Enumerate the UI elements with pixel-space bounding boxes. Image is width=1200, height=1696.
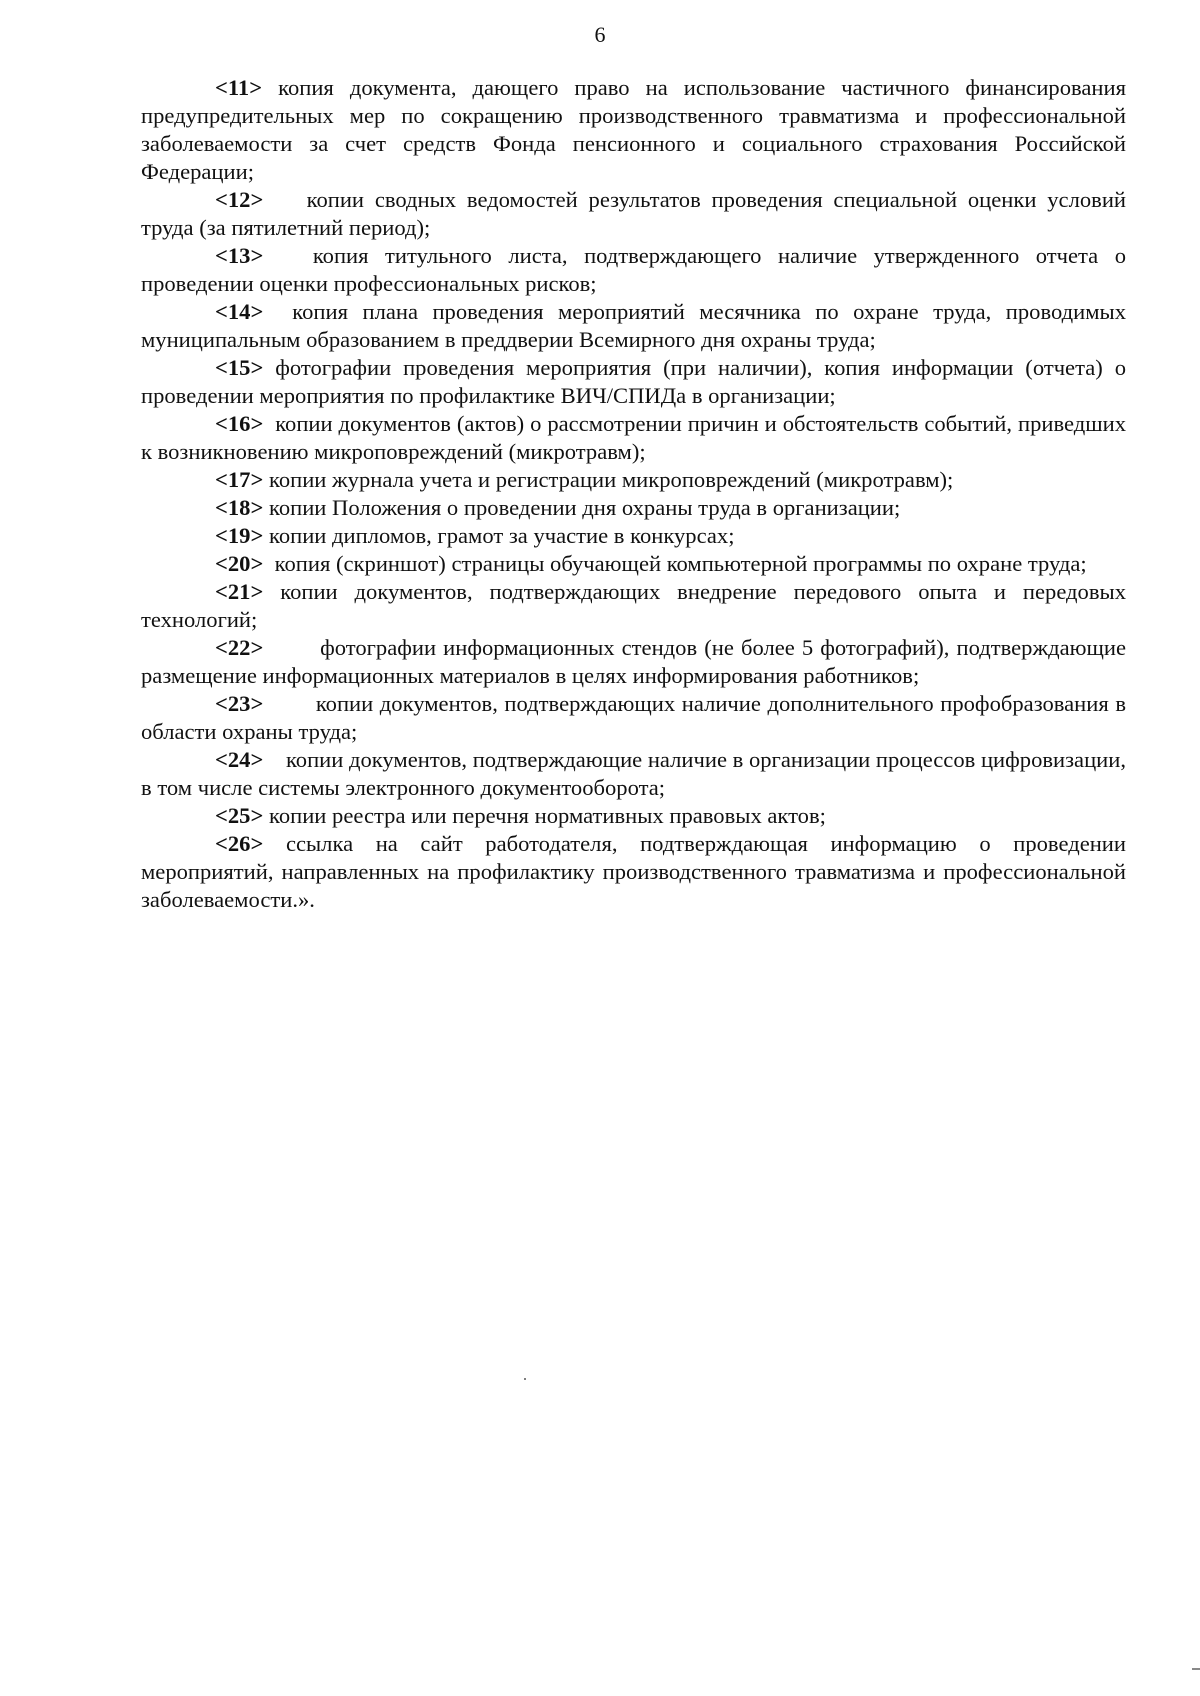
list-item bbox=[141, 186, 1132, 242]
item-text: копии сводных ведомостей результатов проведения специальной оценки условий труда (за пятилетний период); bbox=[141, 187, 1132, 240]
item-marker: <12> bbox=[215, 187, 264, 212]
item-marker: <13> bbox=[215, 243, 264, 268]
list-item bbox=[141, 410, 1132, 466]
page-number: 6 bbox=[594, 22, 606, 47]
scan-edge-mark bbox=[1192, 1668, 1200, 1670]
item-marker: <18> bbox=[215, 495, 264, 520]
list-item bbox=[141, 578, 1132, 634]
item-text: копии документов (актов) о рассмотрении причин и обстоятельств событий, приведших к возникновению микроповреждений (микротравм); bbox=[141, 411, 1132, 464]
item-marker: <11> bbox=[215, 75, 263, 100]
item-text: копия плана проведения мероприятий месячника по охране труда, проводимых муниципальным образованием в преддверии Всемирного дня охраны труда; bbox=[141, 299, 1132, 352]
item-text: копии документов, подтверждающих наличие дополнительного профобразования в области охраны труда; bbox=[141, 691, 1132, 744]
item-marker: <15> bbox=[215, 355, 264, 380]
list-item bbox=[141, 354, 1132, 410]
item-text: фотографии проведения мероприятия (при наличии), копия информации (отчета) о проведении мероприятия по профилактике ВИЧ/СПИДа в организации; bbox=[141, 355, 1132, 408]
list-item bbox=[141, 690, 1132, 746]
item-text: копии документов, подтверждающие наличие в организации процессов цифровизации, в том числе системы электронного документооборота; bbox=[141, 747, 1132, 800]
item-text: копия титульного листа, подтверждающего наличие утвержденного отчета о проведении оценки профессиональных рисков; bbox=[141, 243, 1132, 296]
list-item bbox=[141, 74, 1132, 186]
item-text: фотографии информационных стендов (не более 5 фотографий), подтверждающие размещение информационных материалов в целях информирования работников; bbox=[141, 635, 1132, 688]
item-marker: <16> bbox=[215, 411, 264, 436]
list-item bbox=[141, 830, 1132, 914]
item-marker: <22> bbox=[215, 635, 264, 660]
item-text: копии журнала учета и регистрации микроповреждений (микротравм); bbox=[269, 467, 954, 492]
item-text: копия документа, дающего право на использование частичного финансирования предупредительных мер по сокращению производственного травматизма и профессиональной заболеваемости за счет средств Фонда пенсионного и социального страхования Российской Федерации; bbox=[141, 75, 1132, 184]
scan-speck bbox=[524, 1378, 526, 1380]
item-marker: <20> bbox=[215, 551, 264, 576]
item-marker: <19> bbox=[215, 523, 264, 548]
item-text: копии реестра или перечня нормативных правовых актов; bbox=[269, 803, 826, 828]
list-item bbox=[141, 242, 1132, 298]
list-item bbox=[141, 466, 1126, 494]
item-text: копии Положения о проведении дня охраны труда в организации; bbox=[269, 495, 901, 520]
item-text: копия (скриншот) страницы обучающей компьютерной программы по охране труда; bbox=[274, 551, 1087, 576]
item-marker: <24> bbox=[215, 747, 264, 772]
item-marker: <17> bbox=[215, 467, 264, 492]
document-body bbox=[141, 74, 1132, 914]
item-text: копии дипломов, грамот за участие в конкурсах; bbox=[269, 523, 735, 548]
item-marker: <25> bbox=[215, 803, 264, 828]
item-marker: <26> bbox=[215, 831, 264, 856]
list-item bbox=[141, 634, 1132, 690]
list-item bbox=[141, 298, 1132, 354]
list-item bbox=[141, 746, 1132, 802]
item-marker: <14> bbox=[215, 299, 264, 324]
list-item bbox=[141, 522, 1126, 550]
item-text: копии документов, подтверждающих внедрение передового опыта и передовых технологий; bbox=[141, 579, 1132, 632]
list-item bbox=[141, 802, 1126, 830]
item-marker: <23> bbox=[215, 691, 264, 716]
list-item bbox=[141, 550, 1126, 578]
item-text: ссылка на сайт работодателя, подтверждающая информацию о проведении мероприятий, направленных на профилактику производственного травматизма и профессиональной заболеваемости.». bbox=[141, 831, 1132, 912]
item-marker: <21> bbox=[215, 579, 264, 604]
list-item bbox=[141, 494, 1126, 522]
